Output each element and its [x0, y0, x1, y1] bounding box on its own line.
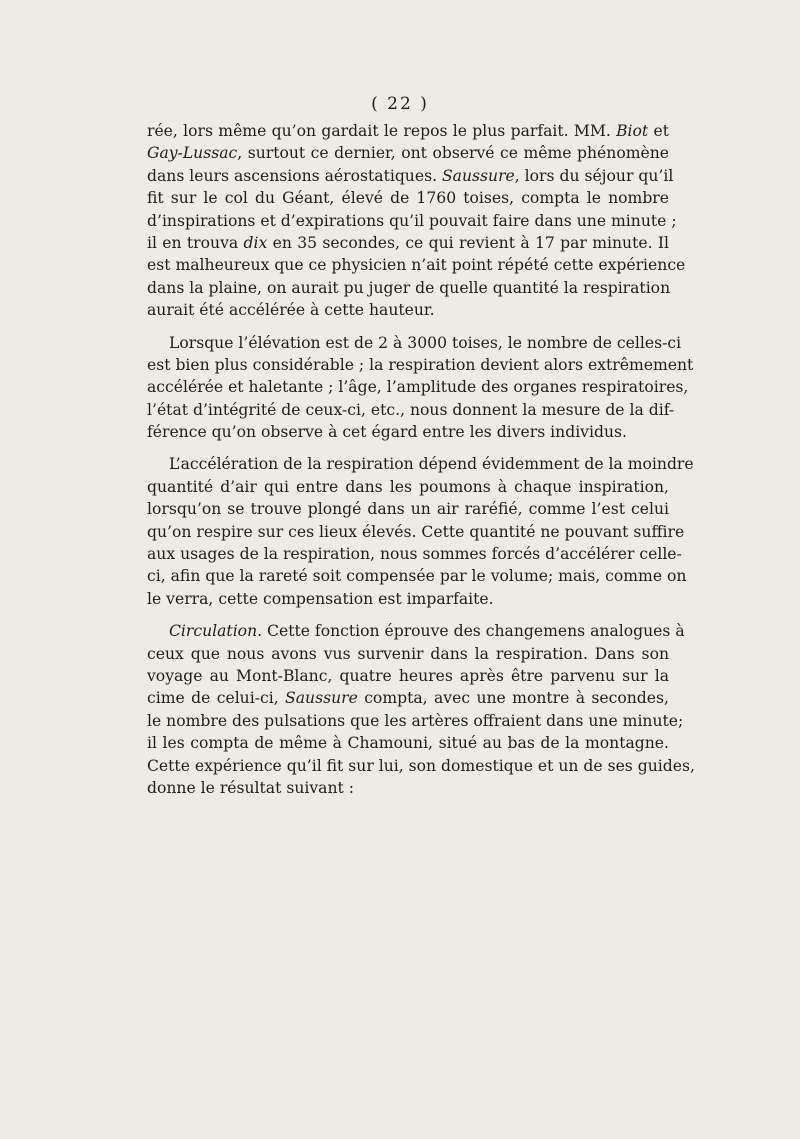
paragraph-circulation	[147, 620, 695, 799]
paragraph-acceleration	[147, 453, 694, 610]
text-line: il en trouva dix en 35 secondes, ce qui revient à 17 par minute. Il	[147, 233, 670, 252]
text-line: le verra, cette compensation est imparfaite.	[147, 589, 494, 608]
text-line: lorsqu’on se trouve plongé dans un air raréfié, comme l’est celui	[147, 500, 669, 519]
text-line: l’état d’intégrité de ceux-ci, etc., nous donnent la mesure de la dif-	[147, 400, 675, 419]
text-line: il les compta de même à Chamouni, situé au bas de la montagne.	[147, 734, 669, 753]
text-line: le nombre des pulsations que les artères offraient dans une minute;	[147, 711, 684, 730]
text-line: L’accélération de la respiration dépend évidemment de la moindre	[169, 455, 694, 474]
text-line: qu’on respire sur ces lieux élevés. Cette quantité ne pouvant suffire	[147, 522, 685, 541]
text-line: rée, lors même qu’on gardait le repos le plus parfait. MM. Biot et	[147, 122, 669, 140]
text-line: fit sur le col du Géant, élevé de 1760 toises, compta le nombre	[147, 189, 669, 208]
text-line: donne le résultat suivant :	[147, 778, 354, 797]
text-line: quantité d’air qui entre dans les poumons à chaque inspiration,	[147, 477, 669, 496]
text-line: d’inspirations et d’expirations qu’il pouvait faire dans une minute ;	[147, 211, 677, 230]
text-line: Lorsque l’élévation est de 2 à 3000 toises, le nombre de celles-ci	[169, 333, 682, 352]
text-line: aurait été accélérée à cette hauteur.	[147, 301, 435, 320]
text-line: férence qu’on observe à cet égard entre les divers individus.	[147, 423, 627, 442]
text-line: accélérée et haletante ; l’âge, l’amplitude des organes respiratoires,	[147, 378, 689, 397]
body-text	[147, 120, 695, 799]
text-line: ci, afin que la rareté soit compensée par le volume; mais, comme on	[147, 567, 687, 586]
paragraph-continuation	[147, 120, 686, 322]
text-line: Circulation. Cette fonction éprouve des changemens analogues à	[169, 622, 685, 641]
page-number: ( 22 )	[371, 94, 429, 114]
text-line: dans leurs ascensions aérostatiques. Saussure, lors du séjour qu’il	[147, 166, 674, 185]
paragraph-elevation	[147, 332, 694, 444]
text-line: est bien plus considérable ; la respiration devient alors extrêmement	[147, 355, 694, 374]
text-line: ceux que nous avons vus survenir dans la respiration. Dans son	[147, 644, 669, 663]
text-line: cime de celui-ci, Saussure compta, avec une montre à secondes,	[147, 689, 669, 708]
text-line: est malheureux que ce physicien n’ait point répété cette expérience	[147, 256, 686, 275]
text-line: Cette expérience qu’il fit sur lui, son domestique et un de ses guides,	[147, 756, 695, 775]
text-line: voyage au Mont-Blanc, quatre heures après être parvenu sur la	[147, 666, 669, 685]
text-line: Gay-Lussac, surtout ce dernier, ont observé ce même phénomène	[147, 144, 669, 163]
text-line: aux usages de la respiration, nous sommes forcés d’accélérer celle-	[147, 545, 682, 564]
text-line: dans la plaine, on aurait pu juger de quelle quantité la respiration	[147, 278, 671, 297]
